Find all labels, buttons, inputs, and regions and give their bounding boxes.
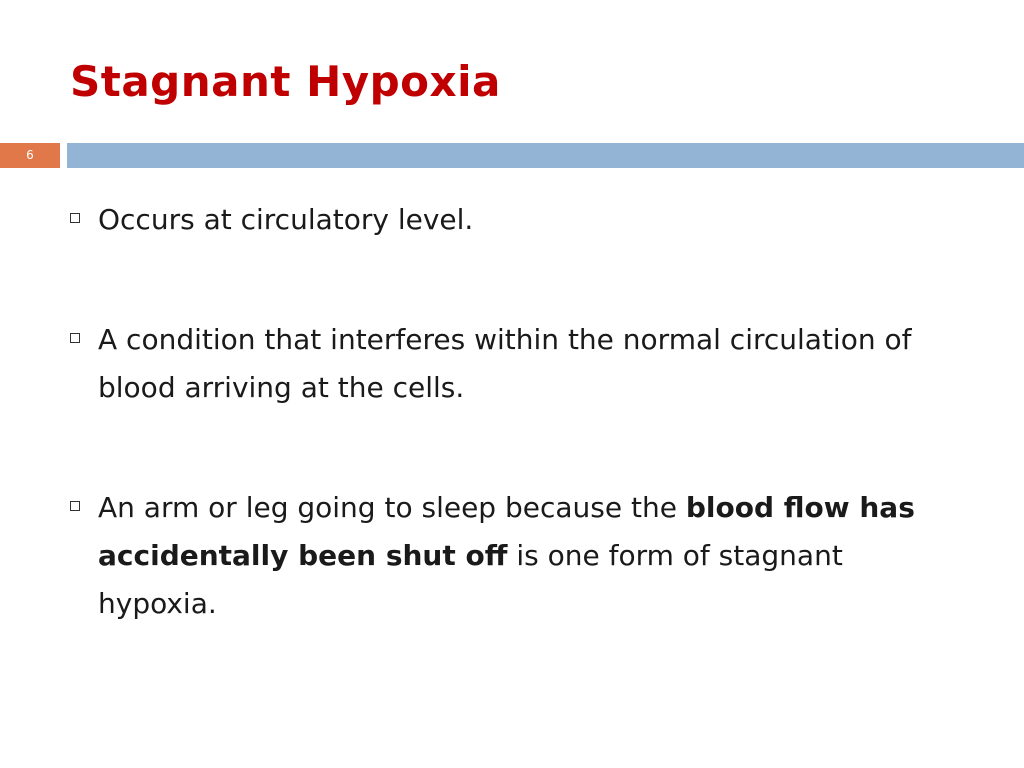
bullet-item-1 — [60, 196, 960, 244]
slide-number: 6 — [26, 148, 34, 162]
header-accent-bar — [67, 143, 1024, 168]
hollow-square-bullet-icon — [70, 333, 80, 343]
bullet-list — [60, 196, 960, 628]
bullet-text-3-before: An arm or leg going to sleep because the — [98, 491, 686, 524]
bullet-item-2 — [60, 316, 960, 412]
bullet-text-1: Occurs at circulatory level. — [98, 203, 474, 236]
hollow-square-bullet-icon — [70, 501, 80, 511]
bullet-item-3 — [60, 484, 960, 628]
slide-title: Stagnant Hypoxia — [70, 57, 501, 106]
bullet-text-3-bold: blood flow has accidentally been shut off — [98, 491, 915, 572]
hollow-square-bullet-icon — [70, 213, 80, 223]
bullet-text-2: A condition that interferes within the normal circulation of blood arriving at the cells. — [98, 323, 912, 404]
bullet-text-3-after: is one form of stagnant hypoxia. — [98, 539, 843, 620]
